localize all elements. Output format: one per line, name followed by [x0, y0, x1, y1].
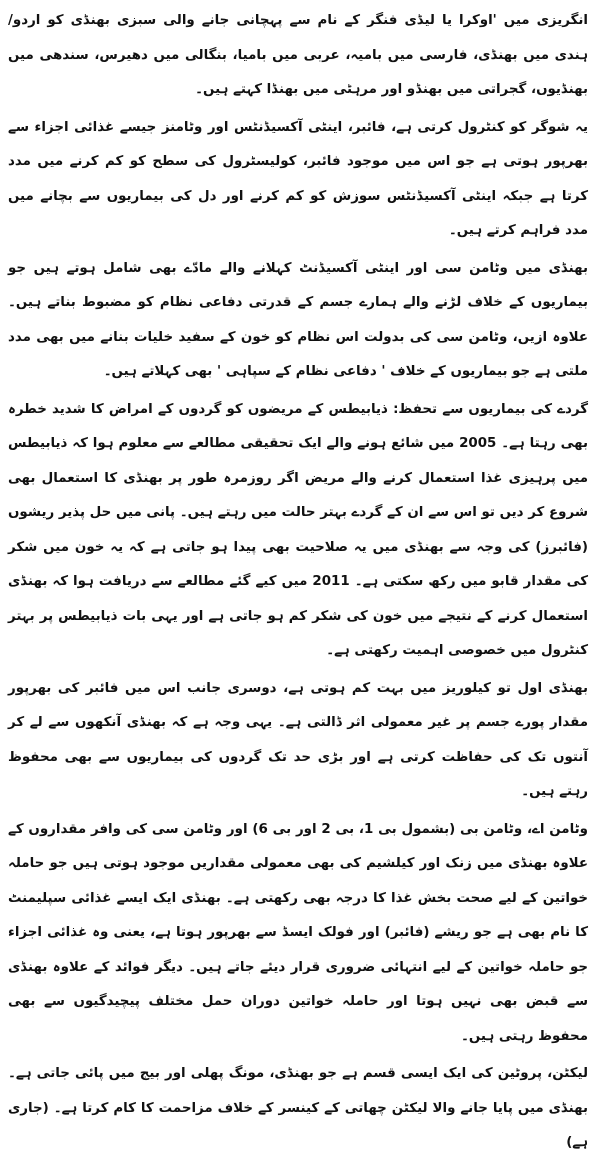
paragraph-lectin: لیکٹن، پروٹین کی ایک ایسی قسم ہے جو بھنڈی، مونگ پھلی اور بیج میں پائی جاتی ہے۔ بھنڈی میں پایا جانے والا لیکٹن چھاتی کے کینسر کے خلاف مزاحمت کا کام کرتا ہے۔ (جاری ہے) — [8, 1066, 588, 1150]
paragraph-immunity: بھنڈی میں وٹامن سی اور اینٹی آکسیڈنٹ کہلانے والے مادّے بھی شامل ہوتے ہیں جو بیماریوں کے خلاف لڑنے والے ہمارے جسم کے قدرتی دفاعی نظام کو مضبوط بناتے ہیں۔ علاوہ ازیں، وٹامن سی کی بدولت اس نظام کو خون کے سفید خلیات بنانے میں بھی مدد ملتی ہے جو بیماریوں کے خلاف ' دفاعی نظام کے سپاہی ' بھی کہلاتے ہیں۔ — [8, 260, 588, 379]
paragraph-vitamins-pregnancy: وٹامن اے، وٹامن بی (بشمول بی 1، بی 2 اور بی 6) اور وٹامن سی کی وافر مقداروں کے علاوہ بھنڈی میں زنک اور کیلشیم کی بھی معمولی مقداریں موجود ہوتی ہیں جو حاملہ خواتین کے لیے صحت بخش غذا کا درجہ بھی رکھتی ہے۔ بھنڈی ایک ایسے غذائی سپلیمنٹ کا نام بھی ہے جو ریشے (فائبر) اور فولک ایسڈ سے بھرپور ہوتا ہے، یعنی وہ غذائی اجزاء جو حاملہ خواتین کے لیے انتہائی ضروری قرار دیئے جاتے ہیں۔ دیگر فوائد کے علاوہ بھنڈی سے قبض بھی نہیں ہوتا اور حاملہ خواتین دوران حمل مختلف پیچیدگیوں سے بھی محفوظ رہتی ہیں۔ — [8, 821, 588, 1044]
paragraph-kidney-protection: گردے کی بیماریوں سے تحفظ: ذیابیطس کے مریضوں کو گردوں کے امراض کا شدید خطرہ بھی رہتا ہے۔ 2005 میں شائع ہونے والے ایک تحقیقی مطالعے سے معلوم ہوا کہ ذیابیطس میں پرہیزی غذا استعمال کرنے والے مریض اگر روزمرہ طور پر بھنڈی کا استعمال بھی شروع کر دیں تو اس سے ان کے گردے بہتر حالت میں رہتے ہیں۔ پانی میں حل پذیر ریشوں (فائبرز) کی وجہ سے بھنڈی میں یہ صلاحیت بھی پیدا ہو جاتی ہے کہ یہ خون میں شکر کی مقدار قابو میں رکھ سکتی ہے۔ 2011 میں کیے گئے مطالعے سے دریافت ہوا کہ بھنڈی استعمال کرنے کے نتیجے میں خون کی شکر کم ہو جاتی ہے اور یہی بات ذیابیطس پر بہتر کنٹرول میں خصوصی اہمیت رکھتی ہے۔ — [8, 401, 588, 658]
paragraph-sugar-control: یہ شوگر کو کنٹرول کرتی ہے، فائبر، اینٹی آکسیڈنٹس اور وٹامنز جیسے غذائی اجزاء سے بھرپور ہوتی ہے جو اس میں موجود فائبر، کولیسٹرول کی سطح کو کم کرنے میں مدد کرتا ہے جبکہ اینٹی آکسیڈنٹس سوزش کو کم کرنے اور دل کی بیماریوں سے بچانے میں مدد فراہم کرتے ہیں۔ — [8, 119, 588, 238]
paragraph-names: انگریزی میں 'اوکرا یا لیڈی فنگر کے نام سے پہچانی جانے والی سبزی بھنڈی کو اردو/ ہندی میں بھنڈی، فارسی میں بامیہ، عربی میں بامیا، بنگالی میں دھیرس، سندھی میں بھنڈیوں، گجراتی میں بھنڈو اور مرہٹی میں بھنڈا کہتے ہیں۔ — [8, 13, 588, 97]
paragraph-calories-fiber: بھنڈی اول تو کیلوریز میں بہت کم ہوتی ہے، دوسری جانب اس میں فائبر کی بھرپور مقدار پورے جسم پر غیر معمولی اثر ڈالتی ہے۔ یہی وجہ ہے کہ بھنڈی آنکھوں سے لے کر آنتوں تک کی حفاظت کرتی ہے اور بڑی حد تک گردوں کی بیماریوں سے بھی محفوظ رہتے ہیں۔ — [8, 680, 588, 799]
